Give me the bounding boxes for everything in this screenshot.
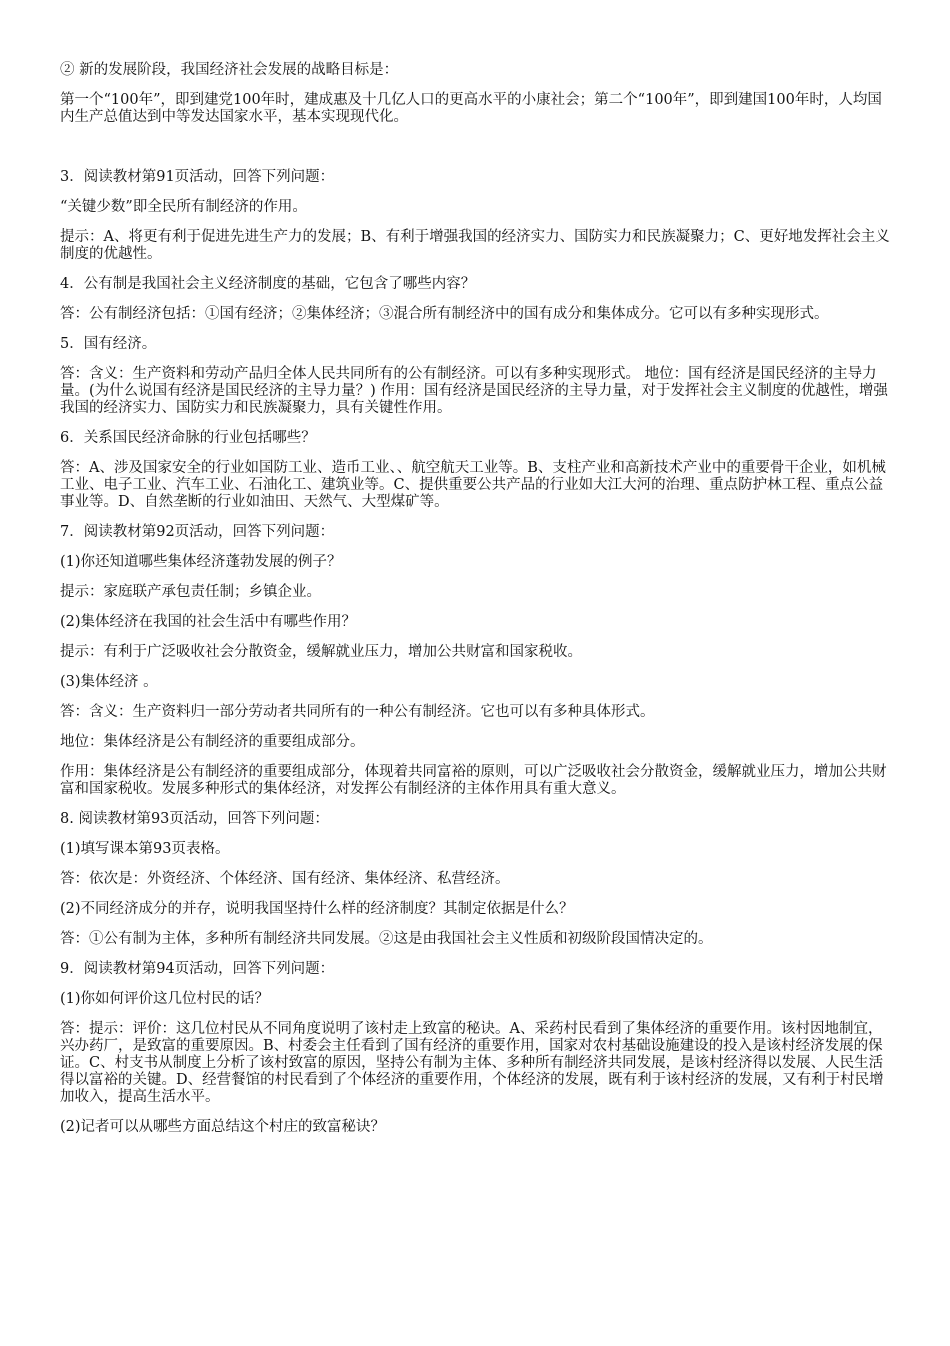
sub-question: (2)集体经济在我国的社会生活中有哪些作用？ <box>60 614 357 630</box>
paragraph: 答：含义：生产资料和劳动产品归全体人民共同所有的公有制经济。可以有多种实现形式。 地位：国有经济是国民经济的主导力量。(为什么说国有经济是国民经济的主导力量？) 作用：国有经济是国民经济的主导力量，对于发挥社会主义制度的优越性，增强我国的经济实力、国防实力和民族凝聚力，具有关键性作用。 <box>60 366 888 416</box>
paragraph: 答：①公有制为主体，多种所有制经济共同发展。②这是由我国社会主义性质和初级阶段国情决定的。 <box>60 931 713 947</box>
sub-question: (1)你如何评价这几位村民的话？ <box>60 991 270 1007</box>
question-heading: 4．公有制是我国社会主义经济制度的基础，它包含了哪些内容？ <box>60 276 476 292</box>
paragraph: 提示：有利于广泛吸收社会分散资金，缓解就业压力，增加公共财富和国家税收。 <box>60 644 582 660</box>
paragraph: ② 新的发展阶段，我国经济社会发展的战略目标是： <box>60 62 399 78</box>
paragraph: 地位：集体经济是公有制经济的重要组成部分。 <box>60 734 365 750</box>
paragraph: 答：A、涉及国家安全的行业如国防工业、造币工业、、航空航天工业等。B、支柱产业和高新技术产业中的重要骨干企业，如机械工业、电子工业、汽车工业、石油化工、建筑业等。C、提供重要公共产品的行业如大江大河的治理、重点防护林工程、重点公益事业等。D、自然垄断的行业如油田、天然气、大型煤矿等。 <box>60 460 886 510</box>
paragraph: 答：依次是：外资经济、个体经济、国有经济、集体经济、私营经济。 <box>60 871 510 887</box>
paragraph: 答：含义：生产资料归一部分劳动者共同所有的一种公有制经济。它也可以有多种具体形式。 <box>60 704 655 720</box>
question-heading: 8. 阅读教材第93页活动，回答下列问题： <box>60 811 329 827</box>
paragraph: 提示：家庭联产承包责任制；乡镇企业。 <box>60 584 321 600</box>
sub-question: (1)填写课本第93页表格。 <box>60 841 230 857</box>
paragraph: 提示：A、将更有利于促进先进生产力的发展；B、有利于增强我国的经济实力、国防实力和民族凝聚力；C、更好地发挥社会主义制度的优越性。 <box>60 229 890 262</box>
sub-question: (2)不同经济成分的并存，说明我国坚持什么样的经济制度？其制定依据是什么？ <box>60 901 574 917</box>
sub-question: (3)集体经济 。 <box>60 674 158 690</box>
paragraph: “关键少数”即全民所有制经济的作用。 <box>60 199 307 215</box>
paragraph-gap <box>60 139 890 169</box>
paragraph: 第一个“100年”，即到建党100年时，建成惠及十几亿人口的更高水平的小康社会；第二个“100年”，即到建国100年时，人均国内生产总值达到中等发达国家水平，基本实现现代化。 <box>60 92 882 125</box>
question-heading: 9．阅读教材第94页活动，回答下列问题： <box>60 961 335 977</box>
sub-question: (2)记者可以从哪些方面总结这个村庄的致富秘诀？ <box>60 1119 386 1135</box>
question-heading: 6．关系国民经济命脉的行业包括哪些？ <box>60 430 316 446</box>
paragraph: 作用：集体经济是公有制经济的重要组成部分，体现着共同富裕的原则，可以广泛吸收社会分散资金，缓解就业压力，增加公共财富和国家税收。发展多种形式的集体经济，对发挥公有制经济的主体作用具有重大意义。 <box>60 764 887 797</box>
question-heading: 7．阅读教材第92页活动，回答下列问题： <box>60 524 335 540</box>
sub-question: (1)你还知道哪些集体经济蓬勃发展的例子？ <box>60 554 342 570</box>
question-heading: 3．阅读教材第91页活动，回答下列问题： <box>60 169 335 185</box>
paragraph: 答：提示：评价：这几位村民从不同角度说明了该村走上致富的秘诀。A、采药村民看到了集体经济的重要作用。该村因地制宜，兴办药厂，是致富的重要原因。B、村委会主任看到了国有经济的重要作用，国家对农村基础设施建设的投入是该村经济发展的保证。C、村支书从制度上分析了该村致富的原因，坚持公有制为主体、多种所有制经济共同发展，是该村经济得以发展、人民生活得以富裕的关键。D、经营餐馆的村民看到了个体经济的重要作用，个体经济的发展，既有利于该村经济的发展，又有利于村民增加收入，提高生活水平。 <box>60 1021 884 1105</box>
paragraph: 答：公有制经济包括：①国有经济；②集体经济；③混合所有制经济中的国有成分和集体成分。它可以有多种实现形式。 <box>60 306 829 322</box>
document-page <box>60 62 890 1149</box>
question-heading: 5．国有经济。 <box>60 336 157 352</box>
